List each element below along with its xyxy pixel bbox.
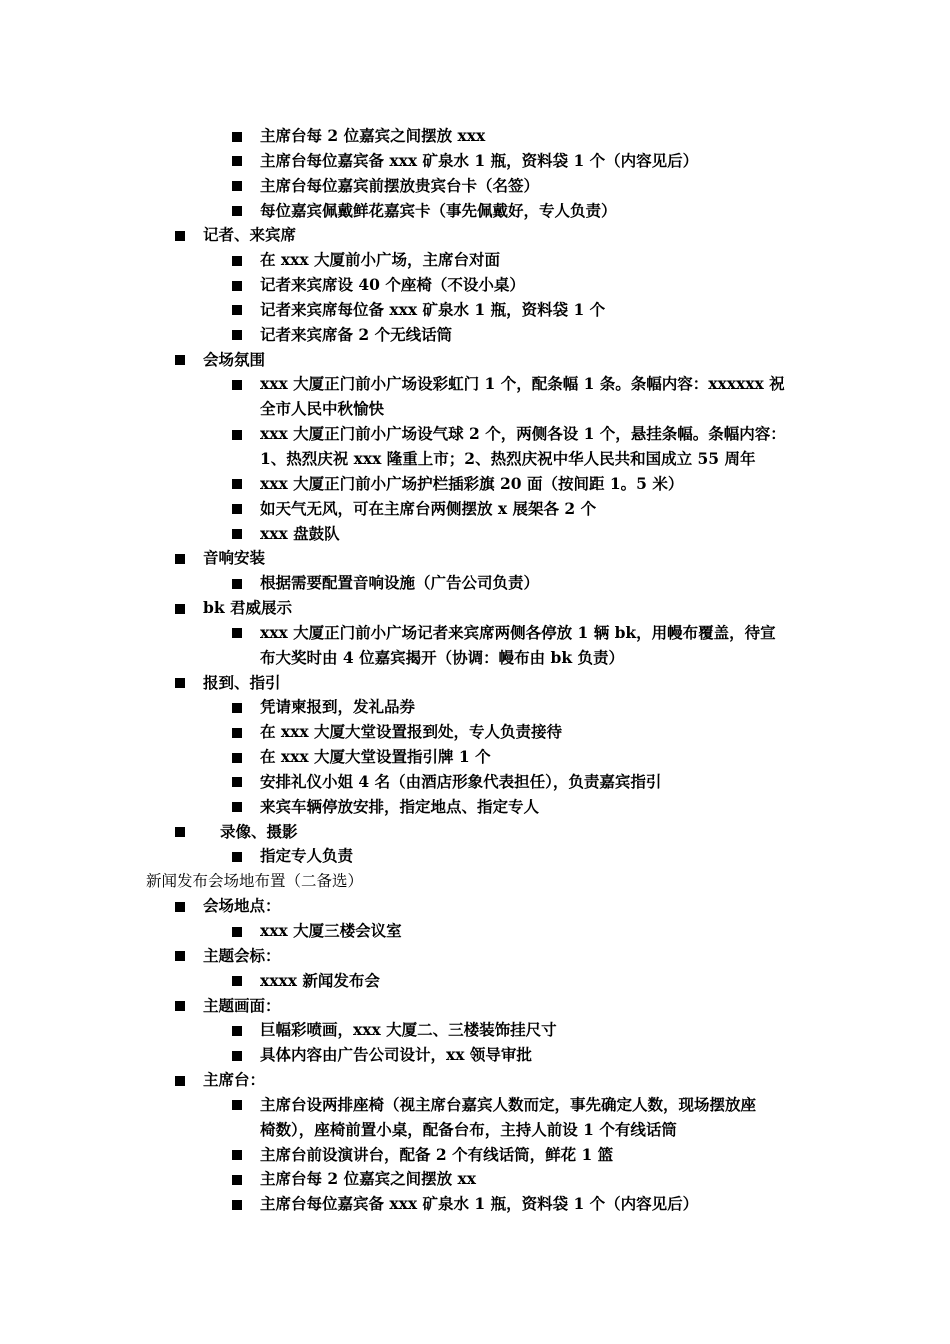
square-bullet-icon bbox=[232, 628, 242, 638]
square-bullet-icon bbox=[175, 678, 185, 688]
line-text: 报到、指引 bbox=[203, 672, 281, 692]
list-item bbox=[0, 745, 950, 770]
line-text: xxxx 新闻发布会 bbox=[260, 970, 380, 990]
list-item bbox=[0, 720, 950, 745]
square-bullet-icon bbox=[232, 1200, 242, 1210]
list-item bbox=[0, 298, 950, 323]
list-item bbox=[0, 1093, 950, 1118]
section-item bbox=[0, 348, 950, 373]
list-item bbox=[0, 621, 950, 646]
line-text: 全市人民中秋愉快 bbox=[260, 399, 385, 419]
line-text: 主题会标： bbox=[203, 945, 281, 965]
square-bullet-icon bbox=[232, 132, 242, 142]
line-text: 在 xxx 大厦大堂设置报到处，专人负责接待 bbox=[260, 722, 563, 742]
line-text: 来宾车辆停放安排，指定地点、指定专人 bbox=[260, 796, 540, 816]
square-bullet-icon bbox=[232, 703, 242, 713]
line-text: 音响安装 bbox=[203, 548, 266, 568]
line-text: bk 君威展示 bbox=[203, 598, 292, 618]
section-heading bbox=[0, 869, 950, 894]
square-bullet-icon bbox=[232, 504, 242, 514]
square-bullet-icon bbox=[232, 927, 242, 937]
section-item bbox=[0, 944, 950, 969]
square-bullet-icon bbox=[232, 380, 242, 390]
square-bullet-icon bbox=[232, 802, 242, 812]
square-bullet-icon bbox=[232, 330, 242, 340]
list-item bbox=[0, 273, 950, 298]
section-item bbox=[0, 223, 950, 248]
line-text: 布大奖时由 4 位嘉宾揭开（协调：幔布由 bk 负责） bbox=[260, 647, 624, 667]
line-text: 主题画面： bbox=[203, 995, 281, 1015]
line-text: xxx 盘鼓队 bbox=[260, 523, 340, 543]
square-bullet-icon bbox=[232, 728, 242, 738]
list-item bbox=[0, 969, 950, 994]
square-bullet-icon bbox=[175, 231, 185, 241]
line-text: xxx 大厦正门前小广场设彩虹门 1 个，配条幅 1 条。条幅内容：xxxxxx 祝 bbox=[260, 374, 785, 394]
square-bullet-icon bbox=[175, 604, 185, 614]
square-bullet-icon bbox=[232, 181, 242, 191]
square-bullet-icon bbox=[232, 579, 242, 589]
line-text: 如天气无风，可在主席台两侧摆放 x 展架各 2 个 bbox=[260, 498, 597, 518]
list-item bbox=[0, 770, 950, 795]
document-body bbox=[0, 124, 950, 1217]
list-item-continuation bbox=[0, 397, 950, 422]
square-bullet-icon bbox=[232, 206, 242, 216]
list-item bbox=[0, 323, 950, 348]
line-text: 指定专人负责 bbox=[260, 846, 354, 866]
line-text: 录像、摄影 bbox=[220, 821, 298, 841]
line-text: 记者来宾席每位备 xxx 矿泉水 1 瓶，资料袋 1 个 bbox=[260, 299, 606, 319]
line-text: 会场地点： bbox=[203, 896, 281, 916]
square-bullet-icon bbox=[232, 852, 242, 862]
list-item bbox=[0, 844, 950, 869]
square-bullet-icon bbox=[232, 777, 242, 787]
line-text: 主席台： bbox=[203, 1070, 266, 1090]
square-bullet-icon bbox=[232, 281, 242, 291]
list-item bbox=[0, 571, 950, 596]
line-text: xxx 大厦三楼会议室 bbox=[260, 921, 402, 940]
square-bullet-icon bbox=[175, 1001, 185, 1011]
list-item bbox=[0, 1192, 950, 1217]
square-bullet-icon bbox=[175, 827, 185, 837]
line-text: 在 xxx 大厦大堂设置指引牌 1 个 bbox=[260, 747, 491, 767]
list-item bbox=[0, 472, 950, 497]
square-bullet-icon bbox=[232, 1175, 242, 1185]
list-item bbox=[0, 919, 950, 944]
list-item bbox=[0, 795, 950, 820]
square-bullet-icon bbox=[232, 256, 242, 266]
list-item bbox=[0, 174, 950, 199]
line-text: 主席台每 2 位嘉宾之间摆放 xx bbox=[260, 1169, 476, 1189]
line-text: xxx 大厦正门前小广场记者来宾席两侧各停放 1 辆 bk，用幔布覆盖，待宣 bbox=[260, 622, 776, 642]
line-text: 主席台每位嘉宾备 xxx 矿泉水 1 瓶，资料袋 1 个（内容见后） bbox=[260, 150, 699, 170]
list-item bbox=[0, 422, 950, 447]
line-text: 1、热烈庆祝 xxx 隆重上市；2、热烈庆祝中华人民共和国成立 55 周年 bbox=[260, 448, 756, 468]
square-bullet-icon bbox=[175, 1076, 185, 1086]
square-bullet-icon bbox=[232, 1100, 242, 1110]
line-text: 具体内容由广告公司设计，xx 领导审批 bbox=[260, 1045, 532, 1065]
section-item bbox=[0, 994, 950, 1019]
section-item bbox=[0, 820, 950, 845]
square-bullet-icon bbox=[232, 753, 242, 763]
section-item bbox=[0, 546, 950, 571]
list-item-continuation bbox=[0, 447, 950, 472]
line-text: xxx 大厦正门前小广场设气球 2 个，两侧各设 1 个，悬挂条幅。条幅内容： bbox=[260, 424, 786, 444]
square-bullet-icon bbox=[175, 355, 185, 365]
square-bullet-icon bbox=[232, 156, 242, 166]
list-item bbox=[0, 372, 950, 397]
section-item bbox=[0, 596, 950, 621]
square-bullet-icon bbox=[232, 529, 242, 539]
list-item bbox=[0, 199, 950, 224]
line-text: 记者来宾席备 2 个无线话筒 bbox=[260, 324, 453, 344]
square-bullet-icon bbox=[232, 479, 242, 489]
line-text: 主席台前设演讲台，配备 2 个有线话筒，鲜花 1 篮 bbox=[260, 1144, 614, 1164]
list-item bbox=[0, 695, 950, 720]
list-item bbox=[0, 1043, 950, 1068]
list-item bbox=[0, 522, 950, 547]
line-text: 每位嘉宾佩戴鲜花嘉宾卡（事先佩戴好，专人负责） bbox=[260, 200, 617, 220]
line-text: 主席台设两排座椅（视主席台嘉宾人数而定，事先确定人数，现场摆放座 bbox=[260, 1094, 757, 1114]
square-bullet-icon bbox=[232, 1150, 242, 1160]
line-text: 在 xxx 大厦前小广场，主席台对面 bbox=[260, 250, 501, 270]
line-text: xxx 大厦正门前小广场护栏插彩旗 20 面（按间距 1。5 米） bbox=[260, 473, 684, 493]
square-bullet-icon bbox=[232, 1051, 242, 1061]
line-text: 新闻发布会场地布置（二备选） bbox=[146, 872, 364, 891]
square-bullet-icon bbox=[232, 430, 242, 440]
list-item bbox=[0, 497, 950, 522]
list-item bbox=[0, 1018, 950, 1043]
list-item-continuation bbox=[0, 646, 950, 671]
square-bullet-icon bbox=[232, 305, 242, 315]
section-item bbox=[0, 894, 950, 919]
section-item bbox=[0, 1068, 950, 1093]
line-text: 凭请柬报到，发礼品券 bbox=[260, 697, 416, 717]
list-item bbox=[0, 248, 950, 273]
list-item bbox=[0, 149, 950, 174]
line-text: 椅数），座椅前置小桌，配备台布，主持人前设 1 个有线话筒 bbox=[260, 1119, 677, 1139]
line-text: 主席台每 2 位嘉宾之间摆放 xxx bbox=[260, 126, 486, 145]
square-bullet-icon bbox=[232, 1026, 242, 1036]
list-item bbox=[0, 124, 950, 149]
line-text: 记者、来宾席 bbox=[203, 225, 297, 245]
list-item-continuation bbox=[0, 1118, 950, 1143]
square-bullet-icon bbox=[175, 554, 185, 564]
list-item bbox=[0, 1143, 950, 1168]
line-text: 主席台每位嘉宾备 xxx 矿泉水 1 瓶，资料袋 1 个（内容见后） bbox=[260, 1194, 699, 1214]
line-text: 主席台每位嘉宾前摆放贵宾台卡（名签） bbox=[260, 175, 540, 195]
line-text: 会场氛围 bbox=[203, 349, 266, 369]
square-bullet-icon bbox=[232, 976, 242, 986]
list-item bbox=[0, 1167, 950, 1192]
square-bullet-icon bbox=[175, 951, 185, 961]
section-item bbox=[0, 671, 950, 696]
line-text: 安排礼仪小姐 4 名（由酒店形象代表担任），负责嘉宾指引 bbox=[260, 771, 662, 791]
square-bullet-icon bbox=[175, 902, 185, 912]
line-text: 记者来宾席设 40 个座椅（不设小桌） bbox=[260, 275, 525, 295]
line-text: 巨幅彩喷画，xxx 大厦二、三楼装饰挂尺寸 bbox=[260, 1020, 557, 1040]
line-text: 根据需要配置音响设施（广告公司负责） bbox=[260, 573, 540, 593]
